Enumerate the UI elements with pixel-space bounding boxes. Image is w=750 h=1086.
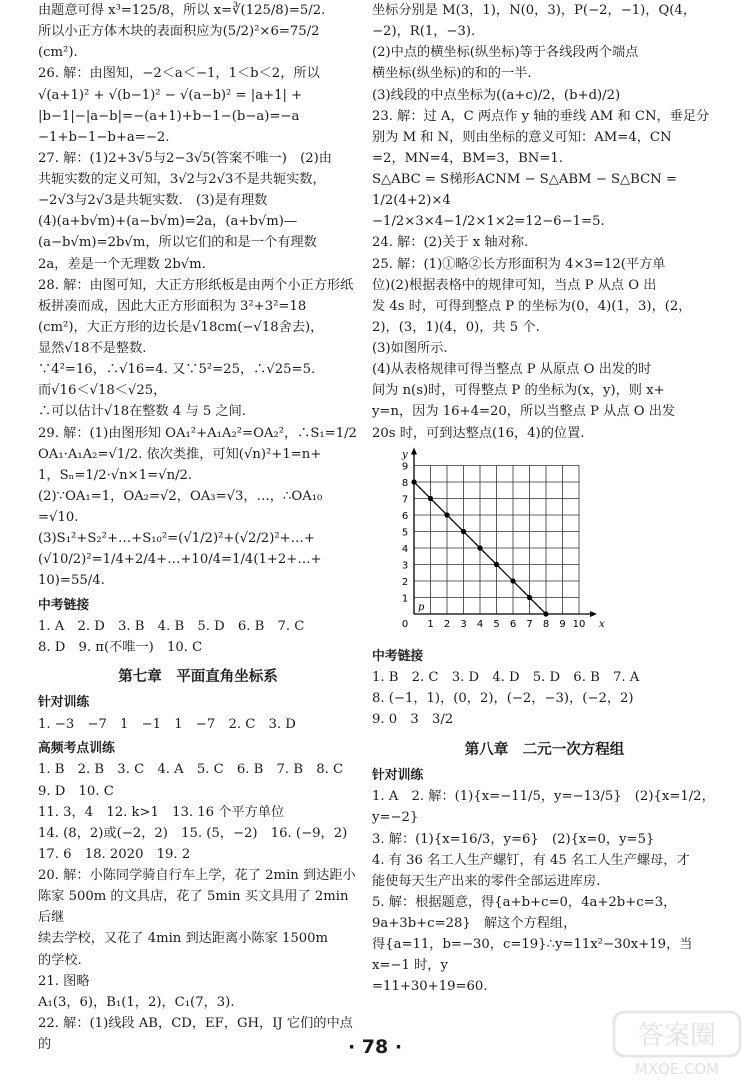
page-number: · 78 ·: [347, 1036, 403, 1058]
text-line: −2)，R(1，−3).: [372, 24, 476, 40]
text-line: 坐标分别是 M(3，1)，N(0，3)，P(−2，−1)，Q(4，: [372, 3, 697, 18]
text-line: (3)线段的中点坐标为((a+c)/2，(b+d)/2): [372, 87, 621, 103]
x-axis-arrow: [590, 611, 597, 617]
text-line: =11+30+19=60.: [372, 979, 488, 995]
text-line: 2a，差是一个无理数 2b√m.: [38, 256, 206, 272]
text-line: 11. 3，4 12. k>1 13. 16 个平方单位: [38, 804, 285, 820]
data-point: [461, 529, 466, 534]
text-line: 陈家 500m 的文具店，花了 5min 买文具用了 2min 后继: [38, 889, 353, 926]
y-tick-label: 1: [401, 593, 409, 605]
targeted-training-heading: 针对训练: [38, 695, 90, 711]
svg-text:答案圈: 答案圈: [637, 1021, 717, 1051]
text-line: 20. 解：小陈同学骑自行车上学，花了 2min 到达距小: [38, 868, 356, 884]
text-line: 5. 解：根据题意，得{a+b+c=0，4a+2b+c=3，9a+3b+c=28} 解这个方程组，: [372, 894, 677, 931]
text-line: (a−b√m)=2b√m，所以它们的和是一个有理数: [38, 235, 317, 251]
data-point: [527, 595, 532, 600]
text-line: 21. 图略: [38, 973, 90, 989]
text-line: 17. 6 18. 2020 19. 2: [38, 846, 191, 862]
text-line: 1. A 2. D 3. B 4. B 5. D 6. B 7. C: [38, 618, 305, 634]
text-line: 位)(2)根据表格中的规律可知，当点 P 从点 O 出: [372, 277, 657, 293]
x-tick-label: 3: [460, 618, 467, 630]
text-line: (4)(a+b√m)+(a−b√m)=2a，(a+b√m)—: [38, 214, 298, 230]
data-point: [444, 512, 449, 517]
coordinate-chart: [392, 446, 717, 643]
x-tick-label: 1: [427, 618, 434, 630]
y-tick-label: 4: [401, 543, 409, 555]
text-line: 4. 有 36 名工人生产螺钉，有 45 名工人生产螺母，才: [372, 852, 690, 868]
y-tick-label: 9: [401, 461, 409, 473]
text-line: =2，MN=4，BM=3，BN=1.: [372, 150, 563, 166]
text-line: (4)从表格规律可得当整点 P 从原点 O 出发的时: [372, 362, 652, 378]
data-point: [543, 611, 548, 616]
text-line: 1. B 2. B 3. C 4. A 5. C 6. B 7. B 8. C: [38, 762, 344, 778]
text-line: 25. 解：(1)①略②长方形面积为 4×3=12(平方单: [372, 256, 666, 272]
zhongkao-answers-left: [38, 616, 358, 658]
x-tick-label: 9: [559, 618, 566, 630]
x-axis-label: x: [599, 618, 605, 630]
text-line: 显然√18不是整数.: [38, 341, 147, 356]
text-line: (cm²)，大正方形的边长是√18cm(−√18舍去)，: [38, 319, 324, 335]
text-line: 14. (8，2)或(−2，2) 15. (5，−2) 16. (−9，2): [38, 825, 348, 841]
text-line: 28. 解：由图可知，大正方形纸板是由两个小正方形纸: [38, 277, 354, 293]
text-line: 8. (−1，1)，(0，2)，(−2，−3)，(−2，2): [372, 691, 634, 707]
text-line: 横坐标(纵坐标)的和的一半.: [372, 66, 532, 82]
chapter-7-title: 第七章 平面直角坐标系: [118, 669, 278, 686]
text-line: 得{a=11，b=−30，c=19}∴y=11x²−30x+19，当 x=−1 时，y: [372, 937, 697, 974]
data-point: [428, 496, 433, 501]
text-line: 10)=55/4.: [38, 573, 105, 589]
text-line: 2)，(3，1)(4，0)，共 5 个.: [372, 319, 540, 335]
text-line: √(a+1)² + √(b−1)² − √(a−b)² = |a+1| +: [38, 87, 303, 103]
data-point: [477, 545, 482, 550]
text-line: −1+b−1−b+a=−2.: [38, 129, 170, 145]
text-line: 而√16＜√18＜√25，: [38, 383, 167, 399]
right-column: [372, 0, 717, 998]
text-line: 能使每天生产出来的零件全部运进库房.: [372, 873, 601, 889]
text-line: 别为 M 和 N，则由坐标的意义可知：AM=4，CN: [372, 129, 672, 145]
targeted-training-heading-right: 针对训练: [372, 767, 424, 783]
text-line: 由题意可得 x³=125/8，所以 x=∛(125/8)=5/2.: [38, 3, 326, 18]
y-axis-label: y: [402, 449, 408, 461]
text-line: =√10.: [38, 510, 79, 525]
targeted-training-answers: [38, 714, 358, 735]
y-tick-label: 3: [401, 560, 409, 572]
text-line: 所以小正方体木块的表面积应为(5/2)²×6=75/2: [38, 24, 320, 40]
text-line: 续去学校，又花了 4min 到达距离小陈家 1500m: [38, 931, 329, 947]
x-tick-label: 10: [572, 618, 586, 630]
y-tick-label: 2: [401, 576, 409, 588]
y-tick-label: 7: [401, 494, 409, 506]
text-line: 22. 解：(1)线段 AB，CD，EF，GH，IJ 它们的中点的: [38, 1015, 353, 1053]
zhongkao-heading-right: 中考链接: [372, 648, 424, 664]
y-tick-label: 6: [401, 510, 409, 522]
text-line: ∵4²=16，∴√16=4. 又∵5²=25，∴√25=5.: [38, 362, 316, 378]
text-line: (3)S₁²+S₂²+…+S₁₀²=(√1/2)²+(√2/2)²+…+: [38, 531, 315, 547]
text-line: 发 4s 时，可得到整点 P 的坐标为(0，4)(1，3)，(2，: [372, 298, 692, 314]
zhongkao-answers-right: [372, 667, 717, 730]
high-frequency-heading: 高频考点训练: [38, 741, 115, 756]
x-tick-label: 4: [476, 618, 484, 630]
text-line: 1. B 2. C 3. D 4. D 5. D 6. B 7. A: [372, 670, 640, 686]
point-p-label: p: [418, 601, 425, 613]
right-answer-lines: [372, 0, 717, 444]
y-tick-label: 8: [401, 477, 409, 489]
chart-svg: [392, 446, 622, 636]
text-line: A₁(3，6)，B₁(1，2)，C₁(7，3).: [38, 994, 235, 1010]
x-tick-label: 5: [493, 618, 500, 630]
origin-label: 0: [401, 618, 409, 630]
data-point: [510, 578, 515, 583]
y-tick-label: 5: [401, 527, 409, 539]
text-line: 29. 解：(1)由图形知 OA₁²+A₁A₂²=OA₂²，∴S₁=1/2: [38, 425, 357, 441]
left-column: [38, 0, 358, 1055]
text-line: ∴可以估计√18在整数 4 与 5 之间.: [38, 404, 246, 420]
x-tick-label: 2: [443, 618, 451, 630]
svg-text:MXQE.COM: MXQE.COM: [634, 1060, 720, 1078]
text-line: −1/2×3×4−1/2×1×2=12−6−1=5.: [372, 214, 605, 230]
text-line: OA₁·A₁A₂=√1/2. 依次类推，可知(√n)²+1=n+: [38, 446, 322, 462]
x-tick-label: 7: [526, 618, 533, 630]
text-line: (3)如图所示.: [372, 341, 448, 356]
x-tick-label: 6: [509, 618, 517, 630]
text-line: |b−1|−|a−b|=−(a+1)+b−1−(b−a)=−a: [38, 108, 300, 124]
text-line: 20s 时，可到达整点(16，4)的位置.: [372, 425, 585, 441]
watermark-logo: [612, 1008, 742, 1080]
text-line: (2)中点的横坐标(纵坐标)等于各线段两个端点: [372, 45, 639, 61]
text-line: 的学校.: [38, 952, 82, 968]
text-line: 9. 0 3 3/2: [372, 712, 454, 728]
text-line: 1. A 2. 解：(1){x=−11/5，y=−13/5} (2){x=1/2，y=−2}: [372, 789, 715, 826]
y-axis-arrow: [411, 447, 417, 454]
text-line: 3. 解：(1){x=16/3，y=6} (2){x=0，y=5}: [372, 831, 655, 847]
data-point: [494, 562, 499, 567]
text-line: 1，Sₙ=1/2·√n×1=√n/2.: [38, 467, 193, 483]
text-line: (√10/2)²=1/4+2/4+…+10/4=1/4(1+2+…+: [38, 552, 322, 568]
text-line: (2)∵OA₁=1，OA₂=√2，OA₃=√3，…，∴OA₁₀: [38, 488, 323, 504]
targeted-training-answers-right: [372, 786, 717, 997]
zhongkao-heading-left: 中考链接: [38, 597, 90, 613]
text-line: 1. −3 −7 1 −1 1 −7 2. C 3. D: [38, 716, 296, 732]
chapter-8-title: 第八章 二元一次方程组: [464, 741, 625, 758]
text-line: S△ABC = S梯形ACNM − S△ABM − S△BCN = 1/2(4+2)×4: [372, 172, 682, 209]
left-answer-lines: [38, 0, 358, 592]
text-line: 共轭实数的定义可知，3√2与2√3不是共轭实数，: [38, 172, 326, 187]
high-frequency-answers: [38, 759, 358, 1055]
text-line: 9. D 10. C: [38, 783, 114, 799]
text-line: 23. 解：过 A，C 两点作 y 轴的垂线 AM 和 CN，垂足分: [372, 108, 710, 124]
text-line: (cm²).: [38, 45, 78, 61]
x-tick-label: 8: [542, 618, 550, 630]
text-line: 8. D 9. π(不唯一) 10. C: [38, 640, 203, 656]
text-line: 24. 解：(2)关于 x 轴对称.: [372, 235, 529, 251]
text-line: y=n，因为 16+4=20，所以当整点 P 从点 O 出发: [372, 404, 676, 420]
text-line: 间为 n(s)时，可得整点 P 的坐标为(x，y)，则 x+: [372, 383, 665, 399]
text-line: 板拼凑而成，因此大正方形面积为 3²+3²=18: [38, 298, 307, 314]
data-point: [411, 479, 416, 484]
text-line: −2√3与2√3是共轭实数. (3)是有理数: [38, 193, 268, 209]
text-line: 27. 解：(1)2+3√5与2−3√5(答案不唯一) (2)由: [38, 150, 332, 166]
text-line: 26. 解：由图知，−2＜a＜−1，1＜b＜2，所以: [38, 66, 320, 82]
